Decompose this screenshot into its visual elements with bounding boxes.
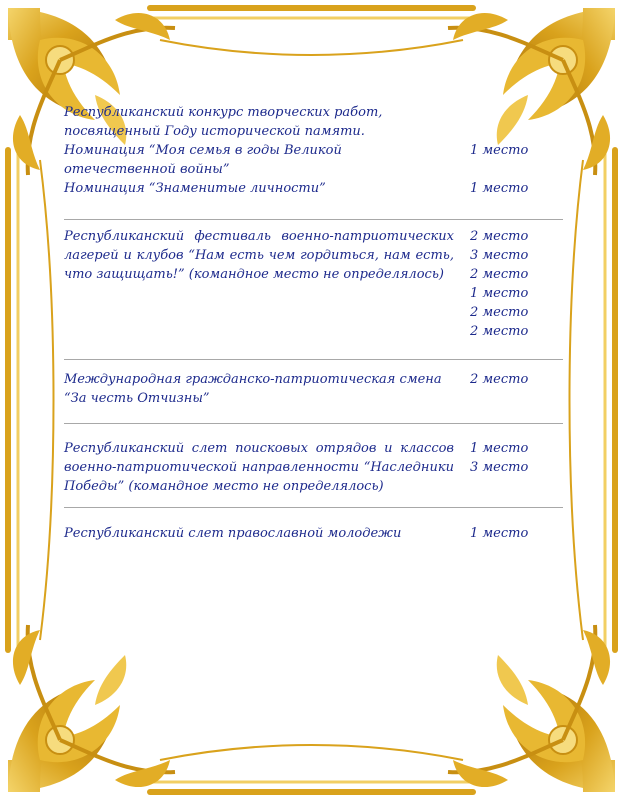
place-value: 2 место (470, 267, 529, 282)
nomination-row (64, 179, 540, 198)
place-value: 2 место (470, 372, 529, 387)
section-divider (64, 423, 563, 424)
place-value: 1 место (470, 441, 529, 456)
nomination-row (64, 141, 540, 179)
section-text: Республиканский фестиваль военно-патриотических лагерей и клубов “Нам есть чем гордиться, нам есть, что защищать!” (командное место не определялось) (64, 229, 454, 282)
places-list (470, 524, 540, 543)
place-value: 2 место (470, 305, 529, 320)
section-text: Республиканский слет поисковых отрядов и классов военно-патриотической направленности “Наследники Победы” (командное место не определялось) (64, 441, 454, 494)
place-value: 2 место (470, 324, 529, 339)
section-patriotic-festival (64, 227, 540, 362)
places-list (470, 370, 540, 408)
place-value: 3 место (470, 248, 529, 263)
places-list (470, 227, 540, 341)
section-title-line: Республиканский конкурс творческих работ, (64, 105, 383, 120)
place-value: 2 место (470, 229, 529, 244)
place-value: 3 место (470, 460, 529, 475)
section-title-line: посвященный Году исторической памяти. (64, 124, 365, 139)
place-value: 1 место (470, 181, 529, 196)
place-value: 1 место (470, 143, 529, 158)
section-text: Международная гражданско-патриотическая смена “За честь Отчизны” (64, 372, 442, 406)
section-divider (64, 507, 563, 508)
place-value: 1 место (470, 286, 529, 301)
section-divider (64, 219, 563, 220)
section-orthodox-youth-rally (64, 524, 540, 543)
place-value: 1 место (470, 526, 529, 541)
section-text: Республиканский слет православной молодежи (64, 526, 402, 541)
section-creative-works-contest (64, 103, 540, 221)
section-search-units-rally (64, 439, 540, 516)
section-international-shift (64, 370, 540, 431)
nomination-name: Номинация “Знаменитые личности” (64, 181, 326, 196)
achievements-list (64, 103, 540, 543)
section-divider (64, 359, 563, 360)
nomination-name: Номинация “Моя семья в годы Великой отечественной войны” (64, 143, 342, 177)
places-list (470, 439, 540, 496)
